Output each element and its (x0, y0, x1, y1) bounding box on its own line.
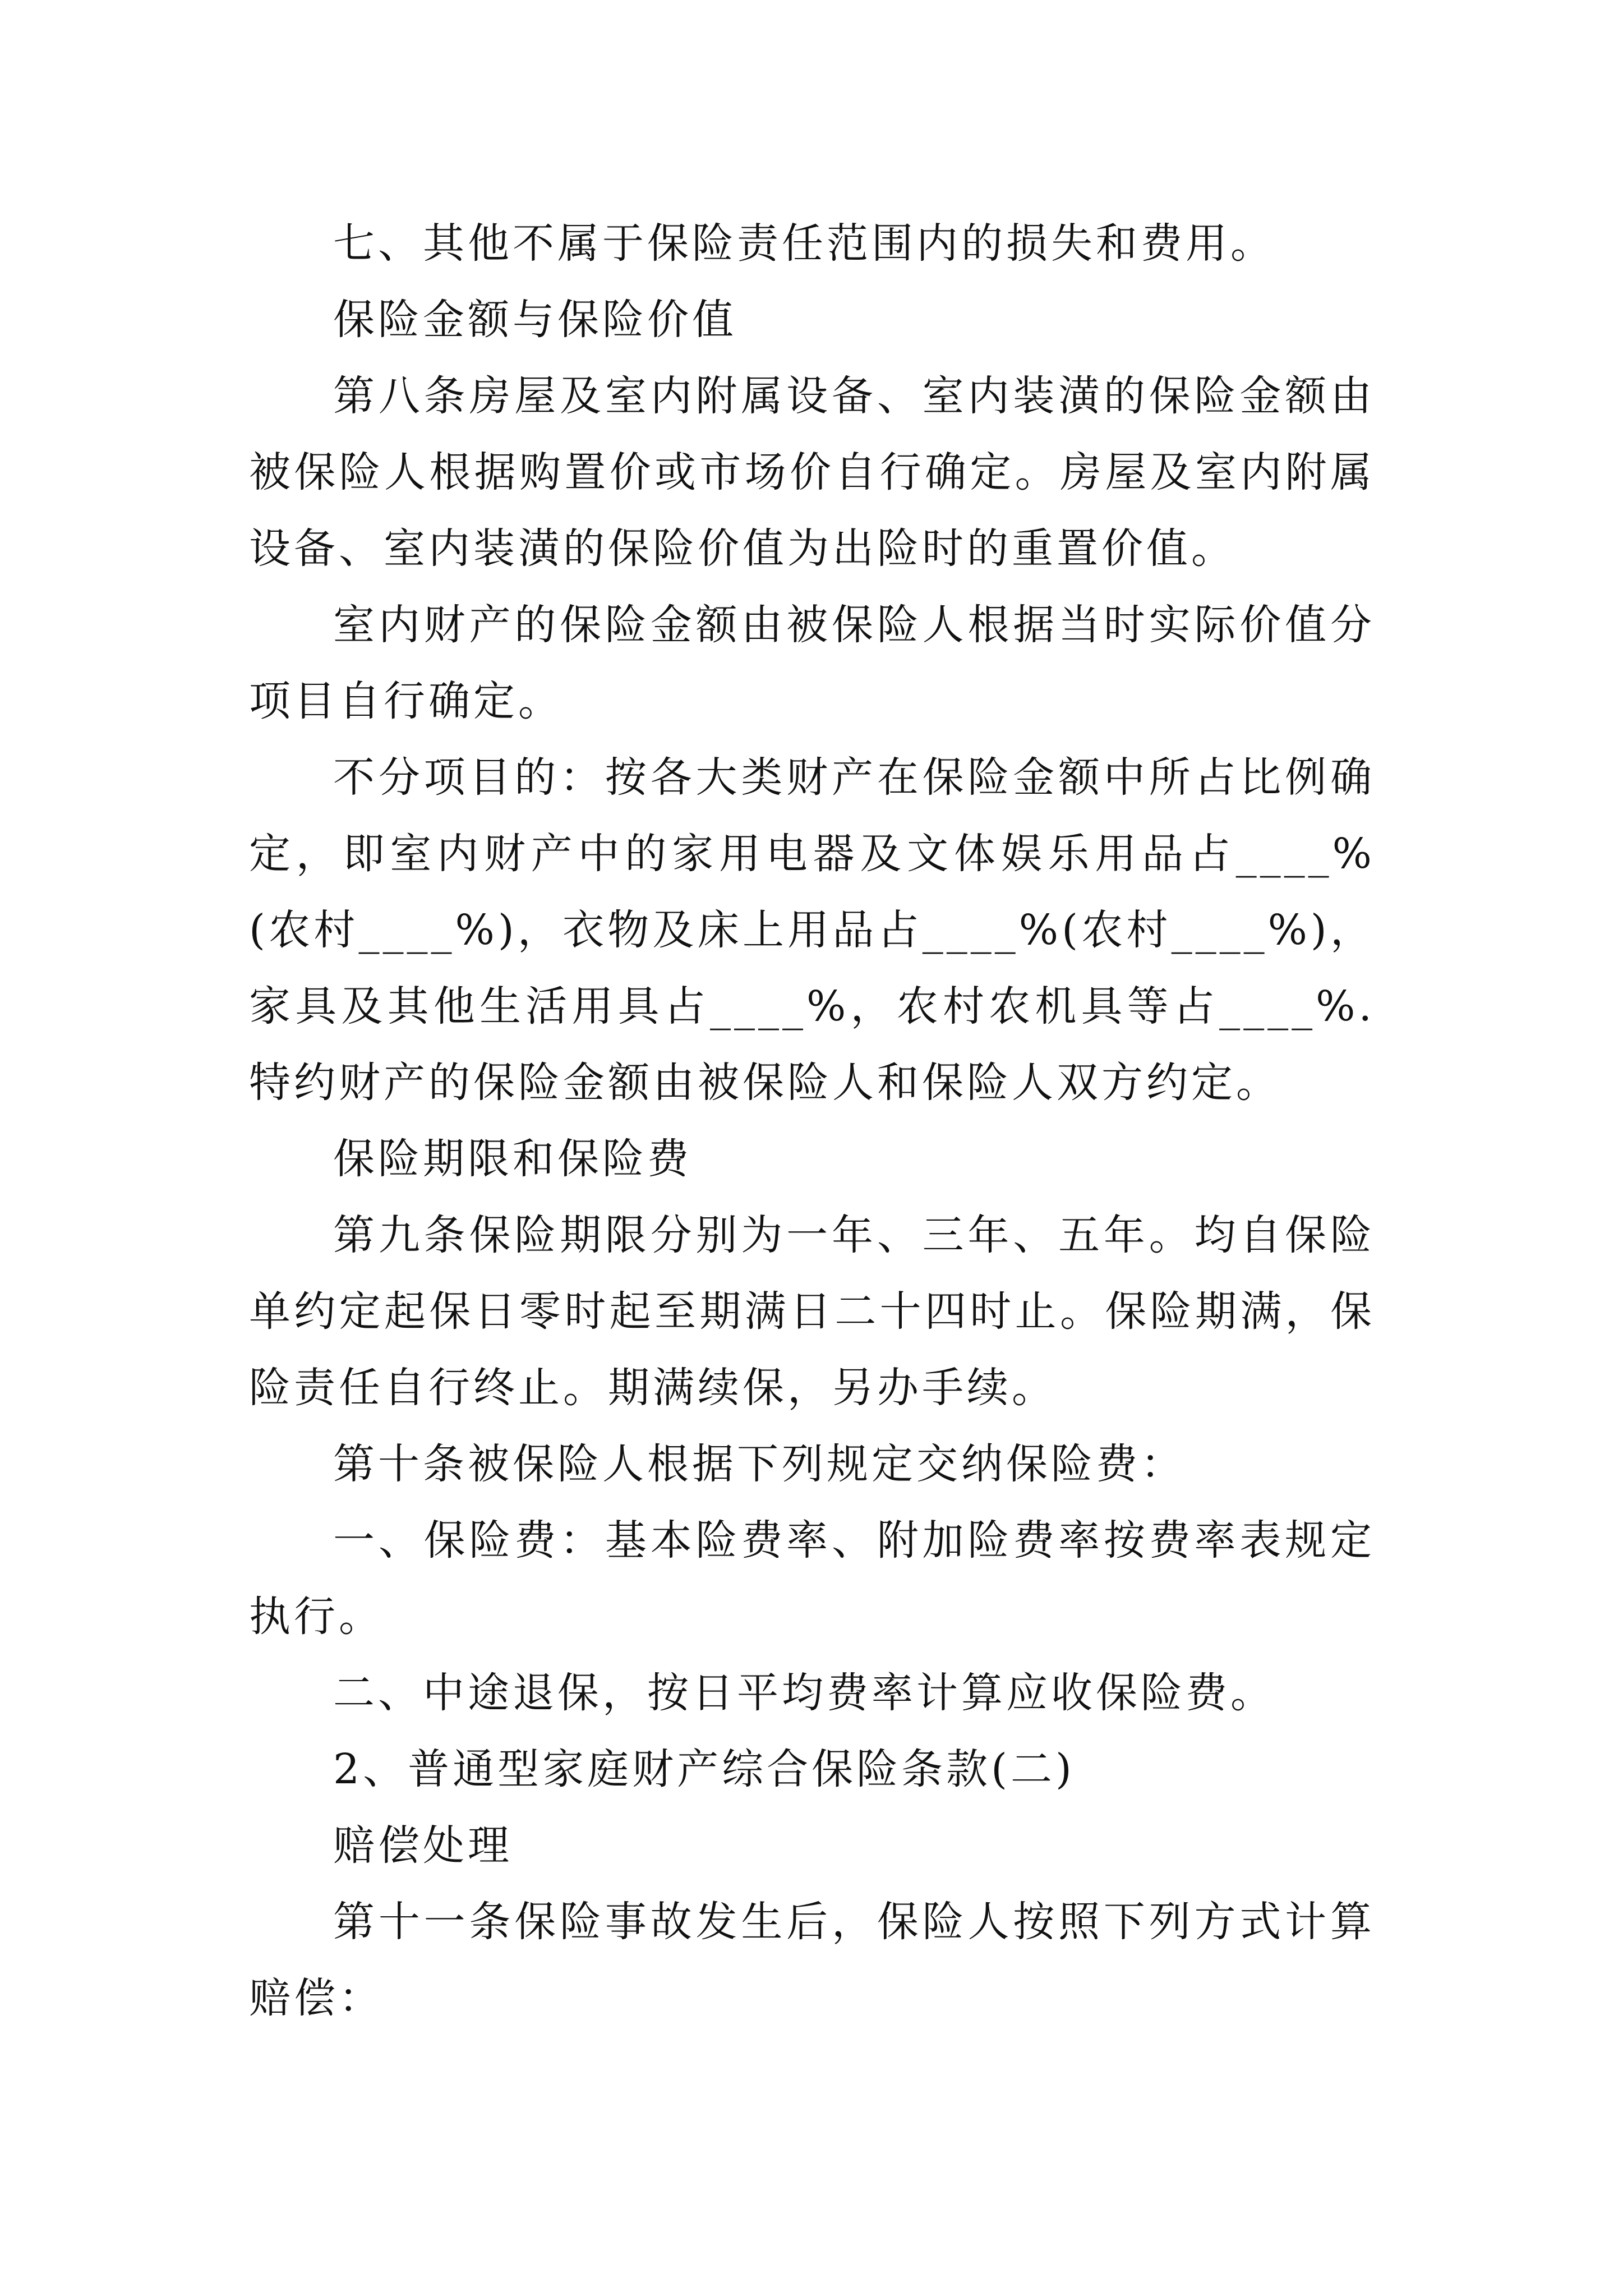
section-heading-insured-amount: 保险金额与保险价值 (333, 296, 737, 344)
paragraph-premium-item-2: 二、中途退保，按日平均费率计算应收保险费。 (333, 1669, 1275, 1717)
paragraph-article-10: 第十条被保险人根据下列规定交纳保险费： (333, 1440, 1186, 1488)
paragraph-premium-item-1: 一、保险费：基本险费率、附加险费率按费率表规定执行。 (249, 1516, 1375, 1641)
paragraph-article-8: 第八条房屋及室内附属设备、室内装潢的保险金额由被保险人根据购置价或市场价自行确定。房屋及室内附属设备、室内装潢的保险价值为出险时的重置价值。 (249, 372, 1375, 573)
paragraph-article-9: 第九条保险期限分别为一年、三年、五年。均自保险单约定起保日零时起至期满日二十四时止。保险期满，保险责任自行终止。期满续保，另办手续。 (249, 1211, 1375, 1412)
section-heading-compensation: 赔偿处理 (333, 1821, 513, 1870)
section-heading-period-premium: 保险期限和保险费 (333, 1135, 692, 1183)
section-heading-clause-2: 2、普通型家庭财产综合保险条款(二) (333, 1745, 1075, 1793)
paragraph-article-11: 第十一条保险事故发生后，保险人按照下列方式计算赔偿： (249, 1898, 1375, 2022)
paragraph-indoor-property: 室内财产的保险金额由被保险人根据当时实际价值分项目自行确定。 (249, 601, 1375, 725)
paragraph-exclusion-item-7: 七、其他不属于保险责任范围内的损失和费用。 (333, 219, 1275, 268)
document-body (249, 205, 1375, 2036)
paragraph-proportion-rules: 不分项目的：按各大类财产在保险金额中所占比例确定，即室内财产中的家用电器及文体娱乐用品占____%(农村____%)，衣物及床上用品占____%(农村____%)，家具及其他生活用具占____%，农村农机具等占____%.特约财产的保险金额由被保险人和保险人双方约定。 (249, 753, 1375, 1107)
